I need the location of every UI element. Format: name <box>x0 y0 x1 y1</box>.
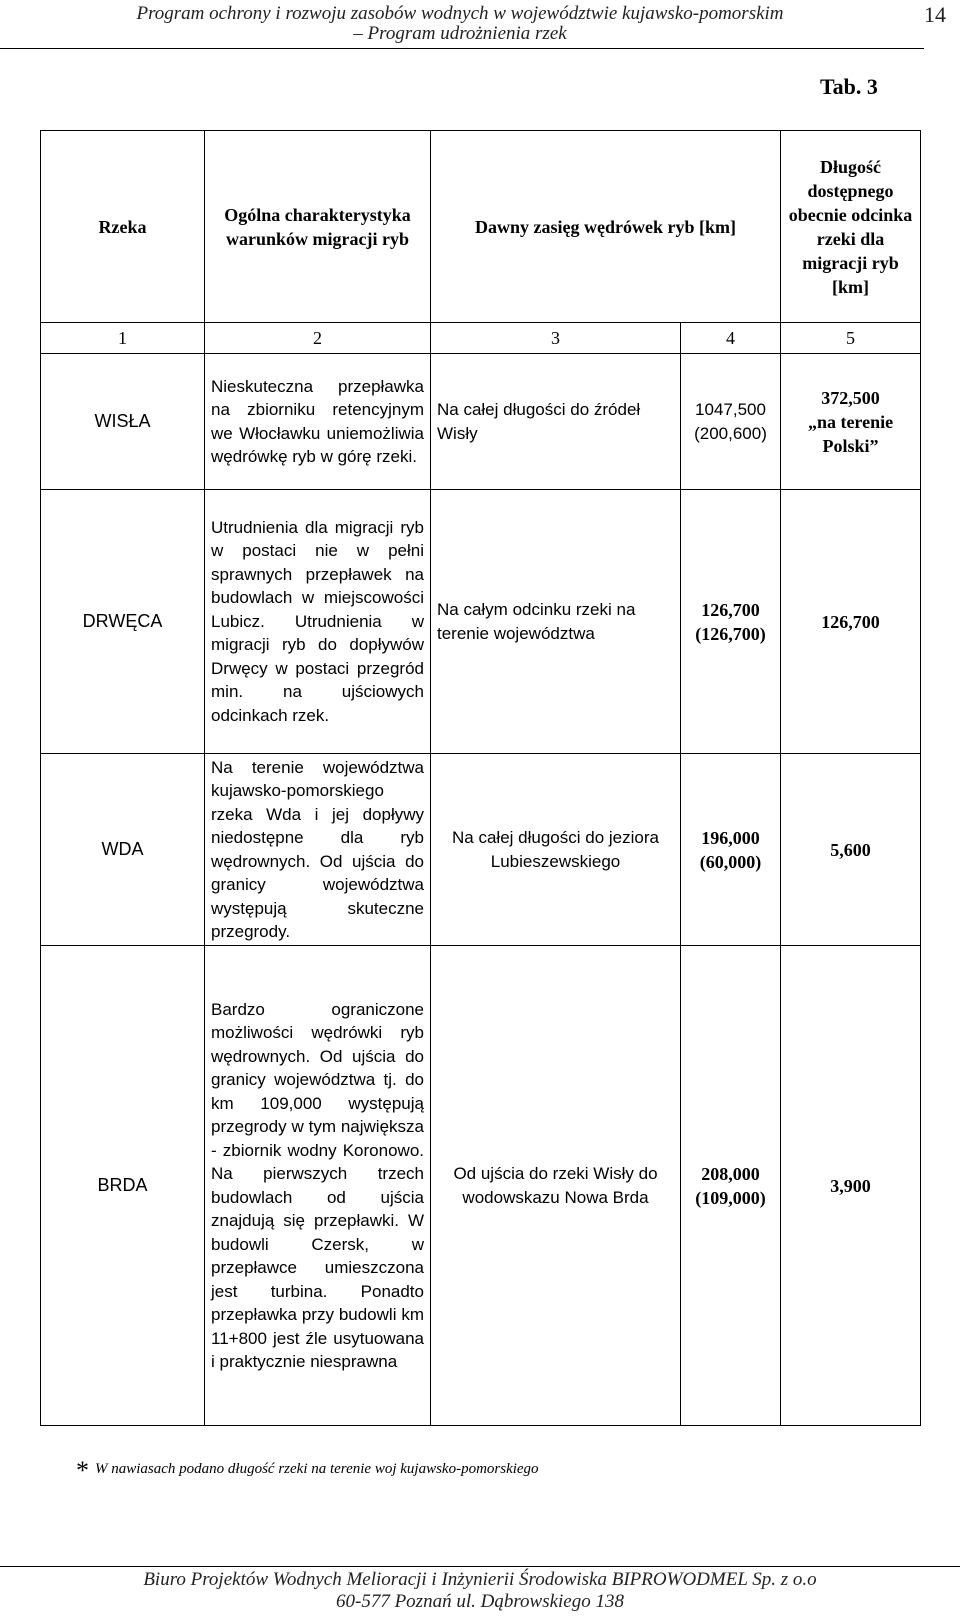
table-row <box>41 490 921 754</box>
available-length <box>781 490 921 754</box>
available-length-note: „na terenie Polski” <box>807 411 894 456</box>
available-length <box>781 754 921 946</box>
available-length-value: 3,900 <box>830 1175 871 1196</box>
available-length-value: 372,500 <box>821 387 880 408</box>
range-km-voivodeship: (126,700) <box>695 623 766 644</box>
footnote <box>76 1456 539 1486</box>
footer-address: 60-577 Poznań ul. Dąbrowskiego 138 <box>336 1591 624 1612</box>
range-km-voivodeship: (200,600) <box>694 423 767 443</box>
header-characteristics: Ogólna charakterystyka warunków migracji ryb <box>205 131 431 323</box>
header-range: Dawny zasięg wędrówek ryb [km] <box>431 131 781 323</box>
range-km <box>681 490 781 754</box>
column-number: 4 <box>681 323 781 354</box>
column-number: 2 <box>205 323 431 354</box>
range-km <box>681 754 781 946</box>
river-name: BRDA <box>41 946 205 1426</box>
available-length <box>781 354 921 490</box>
range-km <box>681 946 781 1426</box>
migration-range: Na całej długości do jeziora Lubieszewskiego <box>431 754 681 946</box>
migration-range: Na całej długości do źródeł Wisły <box>431 354 681 490</box>
table-row <box>41 354 921 490</box>
range-km-voivodeship: (60,000) <box>699 851 762 872</box>
column-number-row <box>41 323 921 354</box>
footer-rule <box>0 1566 960 1567</box>
page-number: 14 <box>924 2 946 27</box>
table-label: Tab. 3 <box>820 74 878 99</box>
table-header-row <box>41 131 921 323</box>
rivers-table <box>40 130 921 1426</box>
range-km-total: 126,700 <box>701 599 760 620</box>
column-number: 1 <box>41 323 205 354</box>
migration-description: Na terenie województwa kujawsko-pomorskiego rzeka Wda i jej dopływy niedostępne dla ryb wędrownych. Od ujścia do granicy województwa występują skuteczne przegrody. <box>205 754 431 946</box>
header-river: Rzeka <box>41 131 205 323</box>
river-name: WDA <box>41 754 205 946</box>
range-km-total: 208,000 <box>701 1163 760 1184</box>
column-number: 5 <box>781 323 921 354</box>
header-length: Długość dostępnego obecnie odcinka rzeki dla migracji ryb [km] <box>781 131 921 323</box>
available-length <box>781 946 921 1426</box>
migration-range: Od ujścia do rzeki Wisły do wodowskazu Nowa Brda <box>431 946 681 1426</box>
range-km-voivodeship: (109,000) <box>695 1187 766 1208</box>
range-km <box>681 354 781 490</box>
range-km-total: 196,000 <box>701 827 760 848</box>
column-number: 3 <box>431 323 681 354</box>
river-name: WISŁA <box>41 354 205 490</box>
header-title-line2: – Program udrożnienia rzek <box>353 23 567 44</box>
footer-company: Biuro Projektów Wodnych Melioracji i Inżynierii Środowiska BIPROWODMEL Sp. z o.o <box>143 1569 817 1590</box>
header-title-line1: Program ochrony i rozwoju zasobów wodnych w województwie kujawsko-pomorskim <box>136 3 784 24</box>
migration-description: Bardzo ograniczone możliwości wędrówki ryb wędrownych. Od ujścia do granicy województwa tj. do km 109,000 występują przegrody w tym największa - zbiornik wodny Koronowo. Na pierwszych trzech budowlach od ujścia znajdują się przepławki. W budowli Czersk, w przepławce umieszczona jest turbina. Ponadto przepławka przy budowli km 11+800 jest źle usytuowana i praktycznie niesprawna <box>205 946 431 1426</box>
footnote-text: W nawiasach podano długość rzeki na terenie woj kujawsko-pomorskiego <box>95 1461 539 1477</box>
range-km-total: 1047,500 <box>695 399 766 419</box>
river-name: DRWĘCA <box>41 490 205 754</box>
migration-range: Na całym odcinku rzeki na terenie województwa <box>431 490 681 754</box>
migration-description: Utrudnienia dla migracji ryb w postaci nie w pełni sprawnych przepławek na budowlach w miejscowości Lubicz. Utrudnienia w migracji ryb do dopływów Drwęcy w postaci przegród min. na ujściowych odcinkach rzek. <box>205 490 431 754</box>
migration-description: Nieskuteczna przepławka na zbiorniku retencyjnym we Włocławku uniemożliwia wędrówkę ryb w górę rzeki. <box>205 354 431 490</box>
table-row <box>41 754 921 946</box>
footnote-star: * <box>76 1456 89 1485</box>
available-length-value: 5,600 <box>830 839 871 860</box>
table-row <box>41 946 921 1426</box>
available-length-value: 126,700 <box>821 611 880 632</box>
header-rule <box>0 48 924 49</box>
